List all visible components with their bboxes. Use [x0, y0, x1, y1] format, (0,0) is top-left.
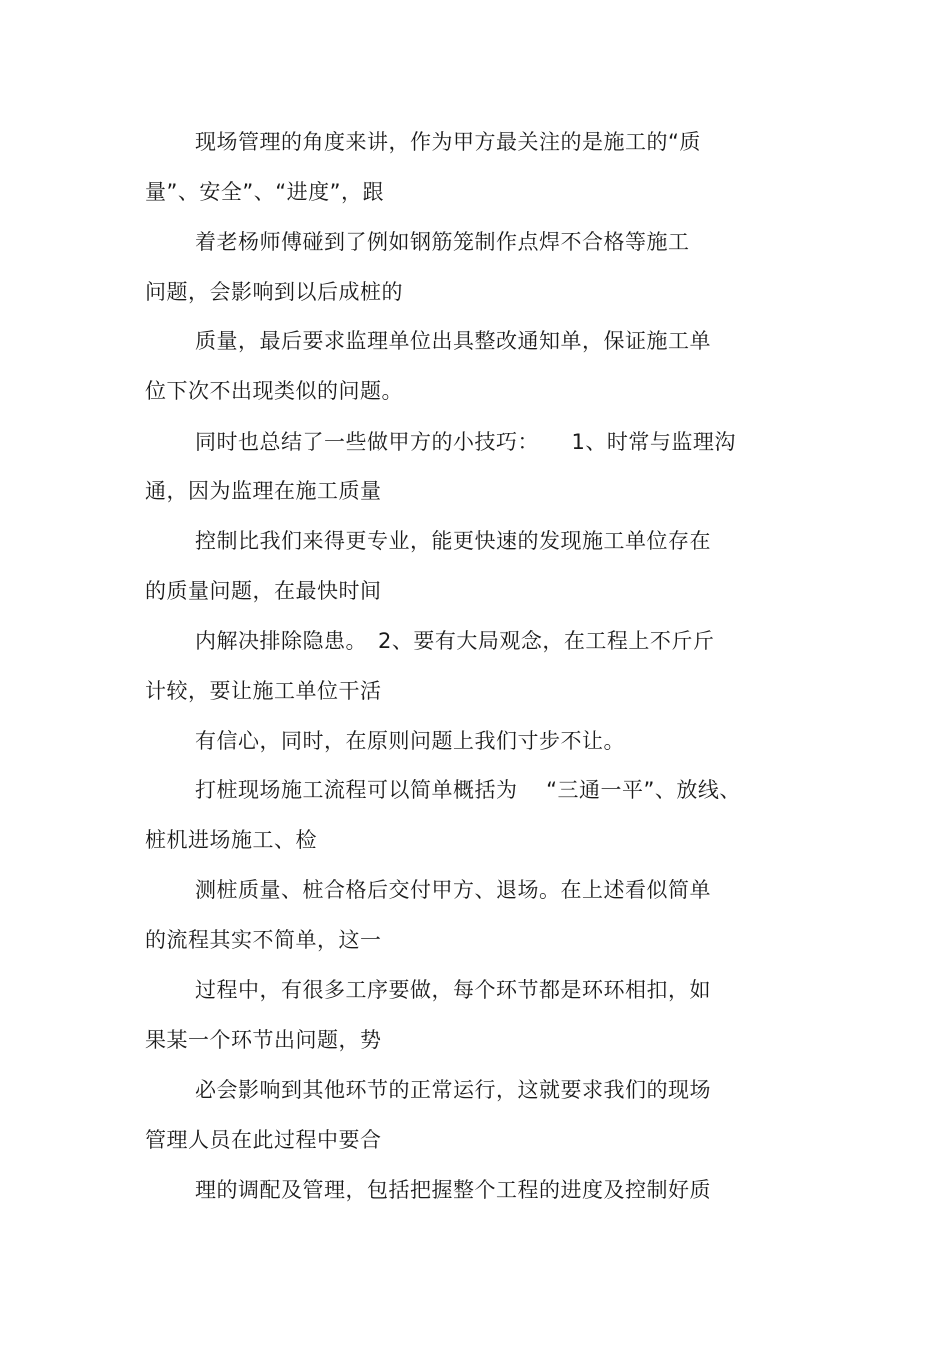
- text-line: 果某一个环节出问题，势: [145, 1028, 382, 1052]
- text-line: 管理人员在此过程中要合: [145, 1128, 382, 1152]
- text-line: 问题，会影响到以后成桩的: [145, 280, 403, 304]
- text-line: 计较，要让施工单位干活: [145, 679, 382, 703]
- text-line: 现场管理的角度来讲，作为甲方最关注的是施工的“质: [195, 130, 701, 154]
- text-line: 控制比我们来得更专业，能更快速的发现施工单位存在: [195, 529, 711, 553]
- text-line: 的质量问题，在最快时间: [145, 579, 382, 603]
- text-line: 有信心，同时，在原则问题上我们寸步不让。: [195, 729, 625, 753]
- text-line: 的流程其实不简单，这一: [145, 928, 382, 952]
- text-line: 测桩质量、桩合格后交付甲方、退场。在上述看似简单: [195, 878, 711, 902]
- text-line: 必会影响到其他环节的正常运行，这就要求我们的现场: [195, 1078, 711, 1102]
- text-line: 打桩现场施工流程可以简单概括为 “三通一平”、放线、: [195, 778, 741, 802]
- text-line: 同时也总结了一些做甲方的小技巧： 1、时常与监理沟: [195, 430, 736, 454]
- text-line: 位下次不出现类似的问题。: [145, 379, 403, 403]
- text-line: 量”、安全”、“进度”，跟: [145, 180, 385, 204]
- text-line: 理的调配及管理，包括把握整个工程的进度及控制好质: [195, 1178, 711, 1202]
- text-line: 通，因为监理在施工质量: [145, 479, 382, 503]
- text-line: 着老杨师傅碰到了例如钢筋笼制作点焊不合格等施工: [195, 230, 690, 254]
- text-line: 过程中，有很多工序要做，每个环节都是环环相扣，如: [195, 978, 711, 1002]
- text-line: 质量，最后要求监理单位出具整改通知单，保证施工单: [195, 329, 711, 353]
- text-line: 桩机进场施工、检: [145, 828, 317, 852]
- text-line: 内解决排除隐患。 2、要有大局观念，在工程上不斤斤: [195, 629, 715, 653]
